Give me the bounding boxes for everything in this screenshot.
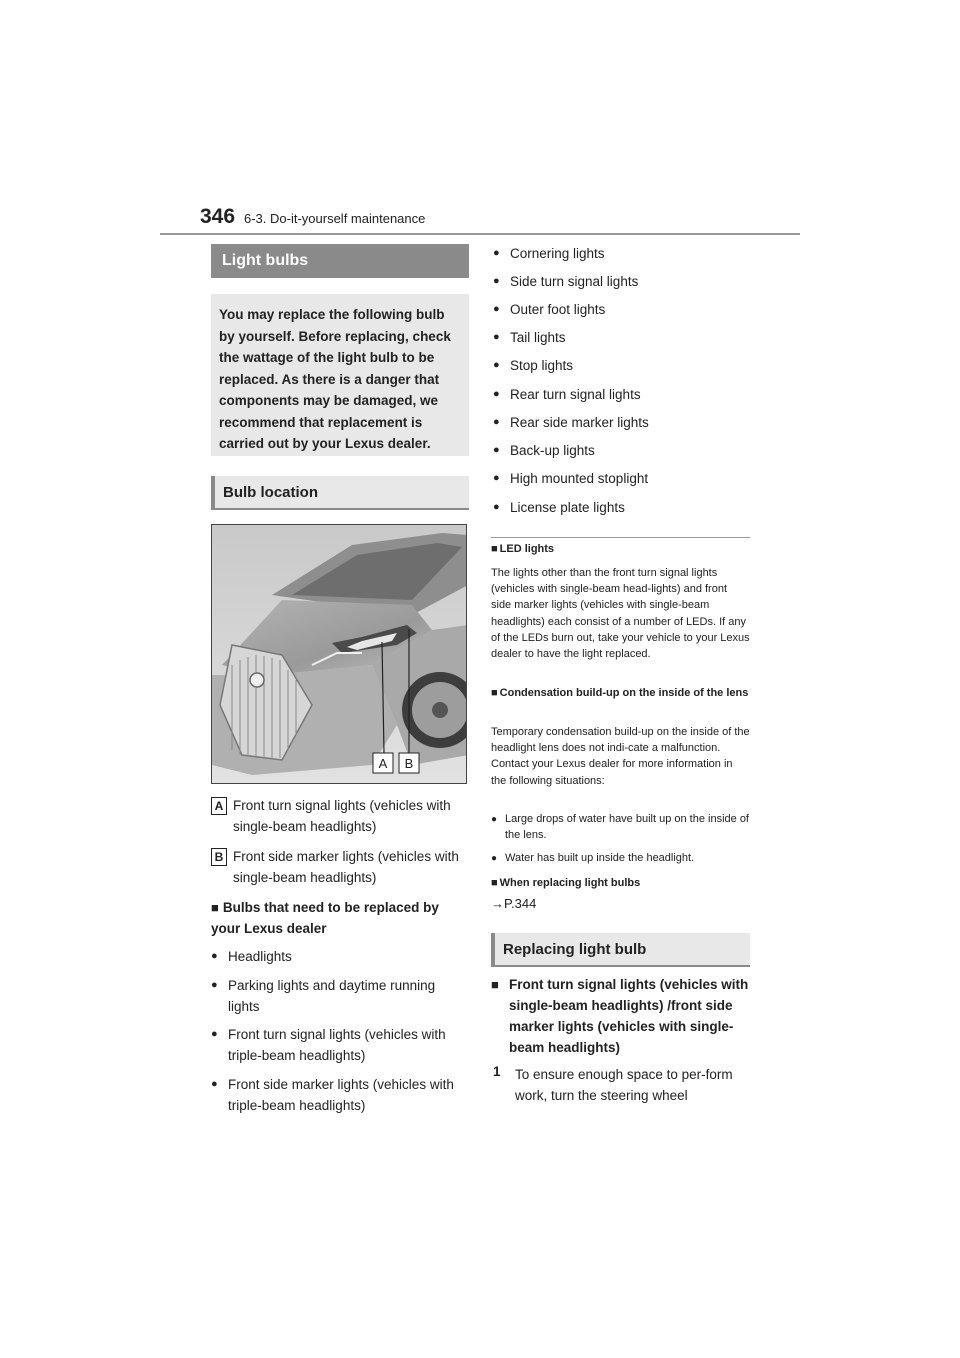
car-image	[212, 525, 467, 784]
legend-text-a: Front turn signal lights (vehicles with single-beam headlights)	[233, 798, 451, 834]
list-item: ● Parking lights and daytime running lights	[211, 975, 469, 1017]
condensation-note-item: ● Large drops of water have built up on the inside of the lens.	[491, 812, 750, 843]
square-marker-icon: ■	[211, 900, 219, 915]
legend-text-b: Front side marker lights (vehicles with single-beam headlights)	[233, 849, 459, 885]
step-text: To ensure enough space to per-form work, turn the steering wheel	[515, 1067, 733, 1103]
list-item: ● Outer foot lights	[493, 299, 750, 320]
list-item: ● Back-up lights	[493, 440, 750, 461]
square-marker-icon: ■	[491, 877, 498, 889]
condensation-note-text: Temporary condensation build-up on the inside of the headlight lens does not indi-cate a malfunction. Contact your Lexus dealer for more information in the following situations:	[491, 726, 750, 787]
dealer-bulbs-heading-text: Bulbs that need to be replaced by your Lexus dealer	[211, 900, 439, 936]
list-item: ● Rear side marker lights	[493, 412, 750, 433]
list-item: ● Front turn signal lights (vehicles with triple-beam headlights)	[211, 1024, 469, 1066]
light-bulbs-heading: Light bulbs	[211, 244, 469, 278]
led-note-heading	[491, 542, 750, 557]
list-item: ● Tail lights	[493, 327, 750, 348]
step-number: 1	[493, 1064, 501, 1079]
list-item: ● Cornering lights	[493, 243, 750, 264]
header-divider	[160, 233, 800, 235]
legend-key-b: B	[211, 848, 227, 866]
list-item: ● Front side marker lights (vehicles with triple-beam headlights)	[211, 1074, 469, 1116]
section-title: 6-3. Do-it-yourself maintenance	[244, 211, 426, 226]
car-front-illustration	[211, 524, 467, 784]
condensation-note-item: ● Water has built up inside the headlight.	[491, 851, 750, 867]
square-marker-icon: ■	[491, 543, 498, 555]
square-marker-icon: ■	[491, 977, 499, 992]
legend-item-b	[211, 846, 469, 890]
square-marker-icon: ■	[491, 687, 498, 699]
page-reference: →P.344	[491, 896, 537, 911]
figure-label-b: B	[404, 756, 414, 771]
legend-key-a: A	[211, 797, 227, 815]
list-item: ● High mounted stoplight	[493, 468, 750, 489]
list-item: ● Stop lights	[493, 355, 750, 376]
list-item: ● Headlights	[211, 946, 469, 967]
condensation-note-heading-text: Condensation build-up on the inside of the lens	[499, 687, 749, 699]
legend-item-a	[211, 795, 469, 839]
replacing-subhead-text: Front turn signal lights (vehicles with single-beam headlights) /front side marker lights (vehicles with single-beam headlights)	[509, 977, 749, 1055]
condensation-note-heading	[491, 686, 750, 701]
led-note-heading-text: LED lights	[499, 543, 555, 555]
replacing-note-heading	[491, 876, 750, 891]
intro-box: You may replace the following bulb by yourself. Before replacing, check the wattage of the light bulb to be replaced. As there is a danger that components may be damaged, we recommend that replacement is carried out by your Lexus dealer.	[211, 294, 469, 456]
page-number: 346	[200, 205, 236, 228]
replacing-subhead	[491, 974, 750, 1058]
list-item: ● License plate lights	[493, 497, 750, 518]
figure-label-a: A	[378, 756, 388, 771]
list-item: ● Side turn signal lights	[493, 271, 750, 292]
replacing-note-heading-text: When replacing light bulbs	[499, 877, 641, 889]
list-item: ● Rear turn signal lights	[493, 384, 750, 405]
replacing-bulb-heading: Replacing light bulb	[491, 933, 750, 967]
bulb-location-heading: Bulb location	[211, 476, 469, 510]
notes-divider	[491, 537, 750, 538]
dealer-bulbs-heading	[211, 897, 469, 939]
led-note-text: The lights other than the front turn signal lights (vehicles with single-beam head-lights) and front side marker lights (vehicles with single-beam headlights) each consist of a number of LEDs. If any of the LEDs burn out, take your vehicle to your Lexus dealer to have the light replaced.	[491, 567, 750, 661]
